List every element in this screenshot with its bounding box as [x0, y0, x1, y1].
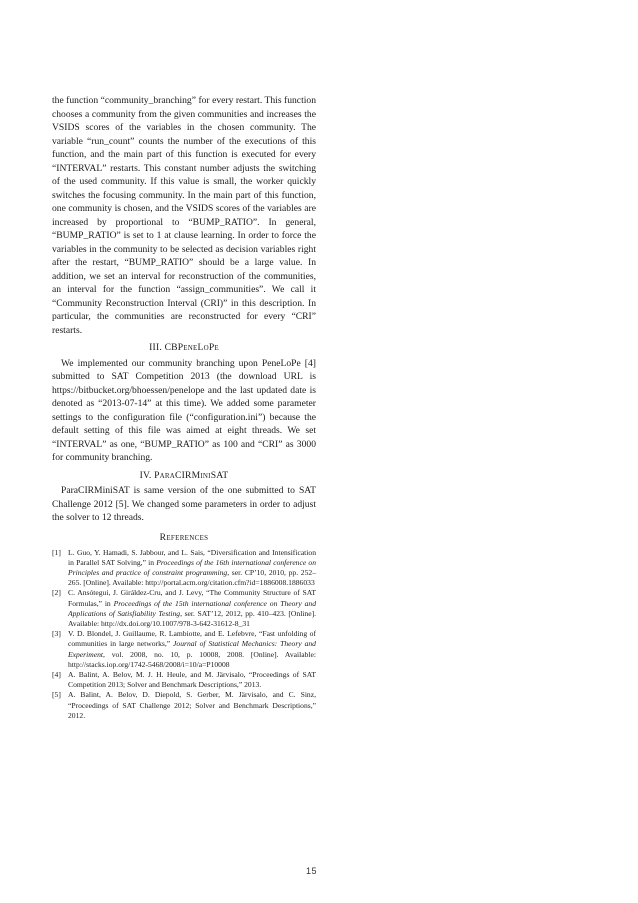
text-column — [52, 94, 316, 721]
reference-item — [52, 629, 316, 670]
paragraph-community-branching: the function “community_branching” for every restart. This function chooses a community from the given communities and increases the VSIDS scores of the variables in the chosen community. The variable “run_count” counts the number of the executions of this function, and the main part of this function is executed for every “INTERVAL” restarts. This constant number adjusts the switching of the used community. If this value is small, the worker quickly switches the focusing community. In the main part of this function, one community is chosen, and the VSIDS scores of the variables are increased by proportional to “BUMP_RATIO”. In general, “BUMP_RATIO” is set to 1 at clause learning. In order to force the variables in the community to be selected as decision variables right after the restart, “BUMP_RATIO” should be a large value. In addition, we set an interval for reconstruction of the communities, an interval for the function “assign_communities”. We call it “Community Reconstruction Interval (CRI)” in this description. In particular, the communities are reconstructed for every “CRI” restarts. — [52, 95, 316, 336]
reference-item — [52, 548, 316, 589]
reference-item — [52, 588, 316, 629]
section-heading-cbpenelope — [52, 341, 316, 355]
reference-details: , vol. 2008, no. 10, p. 10008, 2008. [Online]. Available: http://stacks.iop.org/1742-5468/2008/i=10/a=P10008 — [68, 649, 316, 669]
reference-authors: V. D. Blondel, J. Guillaume, R. Lambiotte, and E. Lefebvre, “Fast unfolding of communities in large networks,” — [68, 629, 316, 649]
reference-number: [3] — [52, 629, 61, 639]
reference-number: [2] — [52, 588, 61, 598]
reference-authors: A. Balint, A. Belov, D. Diepold, S. Gerber, M. Järvisalo, and C. Sinz, “Proceedings of SAT Challenge 2012; Solver and Benchmark Descriptions,” 2012. — [68, 690, 316, 720]
paragraph-paracirminisat: ParaCIRMiniSAT is same version of the one submitted to SAT Challenge 2012 [5]. We changed some parameters in order to adjust the solver to 12 threads. — [52, 485, 316, 523]
reference-number: [4] — [52, 669, 61, 679]
reference-authors: A. Balint, A. Belov, M. J. H. Heule, and M. Järvisalo, “Proceedings of SAT Competition 2013; Solver and Benchmark Descriptions,” 2013. — [68, 669, 316, 690]
reference-details: , ser. CP’10, 2010, pp. 252–265. [Online]. Available: http://portal.acm.org/citation.cfm?id=1886008.1886033 — [68, 567, 316, 588]
reference-venue: Proceedings of the 15th international conference on Theory and Applications of Satisfiability Testing — [68, 598, 316, 618]
references-heading: References — [159, 531, 209, 543]
section-title: ParaCIRMiniSAT — [154, 469, 229, 481]
reference-item — [52, 690, 316, 721]
reference-details: , ser. SAT’12, 2012, pp. 410–423. [Online]. Available: http://dx.doi.org/10.1007/978-3-642-31612-8_31 — [68, 608, 317, 628]
page-number: 15 — [306, 866, 318, 876]
reference-item — [52, 670, 316, 690]
section-number: IV. — [139, 469, 152, 481]
reference-authors: C. Ansótegui, J. Giráldez-Cru, and J. Levy, “The Community Structure of SAT Formulas,” in — [68, 588, 316, 608]
section-heading-paracirminisat — [52, 469, 316, 483]
reference-venue: Proceedings of the 16th international conference on Principles and practice of constraint programming — [68, 557, 317, 577]
reference-list — [52, 548, 316, 721]
section-title: CBPeneLoPe — [164, 342, 219, 353]
reference-number: [5] — [52, 690, 61, 700]
reference-venue: Journal of Statistical Mechanics: Theory and Experiment — [68, 639, 316, 659]
section-number: III. — [149, 342, 162, 353]
paragraph-cbpenelope: We implemented our community branching upon PeneLoPe [4] submitted to SAT Competition 2013 (the download URL is https://bitbucket.org/bhoessen/penelope and the last updated date is denoted as “2013-07-14” at this time). We added some parameter settings to the configuration file (“configuration.ini”) because the default setting of this file was aimed at eight threads. We set “INTERVAL” as one, “BUMP_RATIO” as 100 and “CRI” as 3000 for community branching. — [52, 357, 316, 463]
reference-authors: L. Guo, Y. Hamadi, S. Jabbour, and L. Sais, “Diversification and Intensification in Parallel SAT Solving,” in — [68, 547, 316, 567]
reference-number: [1] — [52, 547, 61, 557]
